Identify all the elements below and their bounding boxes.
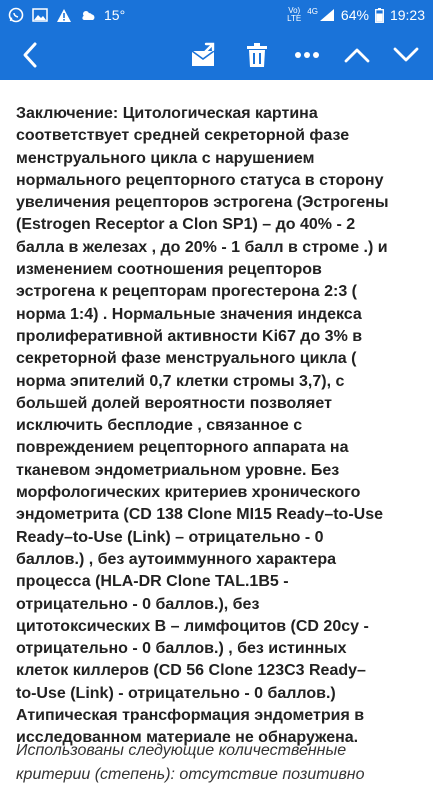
chevron-down-icon (393, 47, 419, 63)
battery-percent: 64% (340, 7, 369, 23)
message-toolbar (0, 30, 433, 80)
image-icon (32, 8, 48, 22)
weather-icon (80, 8, 96, 22)
whatsapp-icon (8, 7, 24, 23)
back-arrow-icon (20, 41, 40, 69)
delete-icon (246, 42, 268, 68)
message-content[interactable] (0, 80, 433, 783)
back-button[interactable] (8, 30, 52, 80)
signal-icon (319, 8, 335, 22)
message-footer-line-2: критерии (степень): отсутствие позитивно (16, 766, 365, 783)
lte-label: LTE (287, 14, 302, 23)
more-button[interactable] (285, 30, 329, 80)
volte-indicator (287, 7, 301, 23)
chevron-up-icon (344, 47, 370, 63)
warning-icon (56, 8, 72, 23)
message-body: Заключение: Цитологическая картина соответствует средней секреторной фазе менструального цикла с нарушением нормального рецепторного статуса в сторону увеличения рецепторов эстрогена (Эстрогены (Estrogen Receptor a Clon SP1) – до 40% - 2 балла в железах , до 20% - 1 балл в строме .) и изменением соотношения рецепторов эстрогена к рецепторам прогестерона 2:3 ( норма 1:4) . Нормальные значения индекса пролиферативной активности Ki67 до 3% в секреторной фазе менструального цикла ( норма эпителий 0,7 клетки стромы 3,7), с большей долей вероятности позволяет исключить бесплодие , связанное с повреждением рецепторного аппарата на тканевом эндометриальном уровне. Без морфологических критериев хронического эндометрита (CD 138 Clone MI15 Ready–to-Use Ready–to-Use (Link) – отрицательно - 0 баллов.) , без аутоиммунного характера процесса (HLA-DR Clone TAL.1B5 - отрицательно - 0 баллов.), без цитотоксических В – лимфоцитов (CD 20cy - отрицательно - 0 баллов.) , без истинных клеток киллеров (CD 56 Clone 123C3 Ready– to-Use (Link) - отрицательно - 0 баллов.) Атипическая трансформация эндометрия в исследованном материале не обнаружена. (16, 105, 389, 747)
next-message-button[interactable] (384, 30, 428, 80)
delete-button[interactable] (235, 30, 279, 80)
status-bar-left (0, 7, 125, 23)
status-bar (0, 0, 433, 30)
volte-label: Vo) (288, 6, 301, 15)
status-bar-right (287, 0, 425, 30)
temperature-label: 15° (104, 7, 126, 23)
network-type-label: 4G (307, 7, 318, 16)
signal-indicator (307, 8, 335, 22)
mark-unread-button[interactable] (182, 30, 226, 80)
previous-message-button[interactable] (335, 30, 379, 80)
more-icon (294, 51, 320, 59)
battery-icon (375, 8, 384, 23)
mark-unread-icon (190, 42, 218, 68)
clock: 19:23 (389, 7, 425, 23)
message-footer-line-1: Использованы следующие количественные (16, 742, 347, 759)
